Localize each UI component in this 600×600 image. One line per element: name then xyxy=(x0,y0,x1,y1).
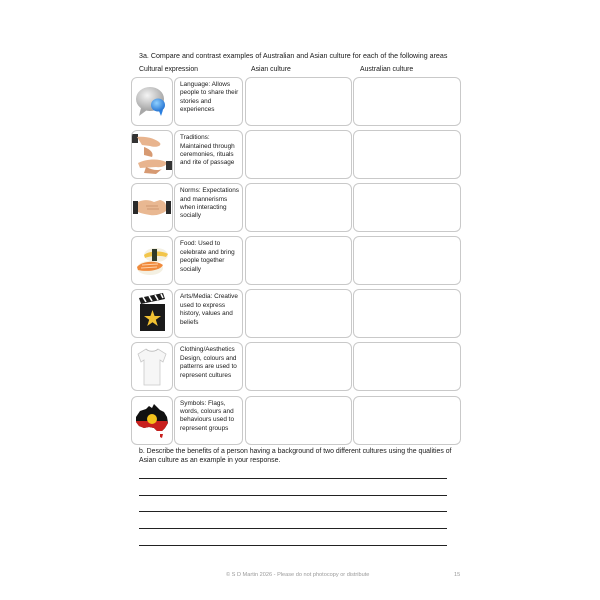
asian-culture-answer-box[interactable] xyxy=(245,130,352,179)
asian-culture-answer-box[interactable] xyxy=(245,183,352,232)
row-label: Arts/Media: Creative used to express history, values and beliefs xyxy=(174,289,243,338)
table-row xyxy=(131,289,462,338)
page-number: 15 xyxy=(454,572,461,578)
australian-culture-answer-box[interactable] xyxy=(353,342,461,391)
question-3a-text: 3a. Compare and contrast examples of Australian and Asian culture for each of the following areas xyxy=(139,52,448,60)
writing-line[interactable] xyxy=(139,528,447,529)
australian-culture-answer-box[interactable] xyxy=(353,183,461,232)
row-label: Symbols: Flags, words, colours and behaviours used to represent groups xyxy=(174,396,243,445)
row-label: Traditions: Maintained through ceremonies, rituals and rite of passage xyxy=(174,130,243,179)
australian-culture-answer-box[interactable] xyxy=(353,130,461,179)
australian-culture-answer-box[interactable] xyxy=(353,236,461,285)
asian-culture-answer-box[interactable] xyxy=(245,236,352,285)
row-label: Clothing/Aesthetics Design, colours and patterns are used to represent cultures xyxy=(174,342,243,391)
asian-culture-answer-box[interactable] xyxy=(245,77,352,126)
table-row xyxy=(131,236,462,285)
sushi-icon xyxy=(131,236,173,285)
header-cultural-expression: Cultural expression xyxy=(139,66,198,73)
writing-line[interactable] xyxy=(139,511,447,512)
writing-line[interactable] xyxy=(139,545,447,546)
tshirt-icon xyxy=(131,342,173,391)
asian-culture-answer-box[interactable] xyxy=(245,289,352,338)
asian-culture-answer-box[interactable] xyxy=(245,396,352,445)
table-row xyxy=(131,183,462,232)
table-row xyxy=(131,396,462,445)
header-asian-culture: Asian culture xyxy=(251,66,291,73)
question-3b-text: b. Describe the benefits of a person having a background of two different cultures using the qualities of Asian culture as an example in your response. xyxy=(139,448,452,464)
table-row xyxy=(131,342,462,391)
header-australian-culture: Australian culture xyxy=(360,66,414,73)
copyright-footer: © S D Martin 2026 - Please do not photocopy or distribute xyxy=(226,572,370,578)
language-icon xyxy=(131,77,173,126)
writing-line[interactable] xyxy=(139,478,447,479)
row-label: Norms: Expectations and mannerisms when interacting socially xyxy=(174,183,243,232)
row-label: Food: Used to celebrate and bring people together socially xyxy=(174,236,243,285)
aboriginal-australia-map-icon xyxy=(131,396,173,445)
asian-culture-answer-box[interactable] xyxy=(245,342,352,391)
australian-culture-answer-box[interactable] xyxy=(353,77,461,126)
comparison-table xyxy=(131,77,462,449)
row-label: Language: Allows people to share their stories and experiences xyxy=(174,77,243,126)
table-row xyxy=(131,130,462,179)
australian-culture-answer-box[interactable] xyxy=(353,289,461,338)
clapperboard-icon xyxy=(131,289,173,338)
handshake-icon xyxy=(131,183,173,232)
table-row xyxy=(131,77,462,126)
writing-line[interactable] xyxy=(139,495,447,496)
traditions-hands-icon xyxy=(131,130,173,179)
australian-culture-answer-box[interactable] xyxy=(353,396,461,445)
